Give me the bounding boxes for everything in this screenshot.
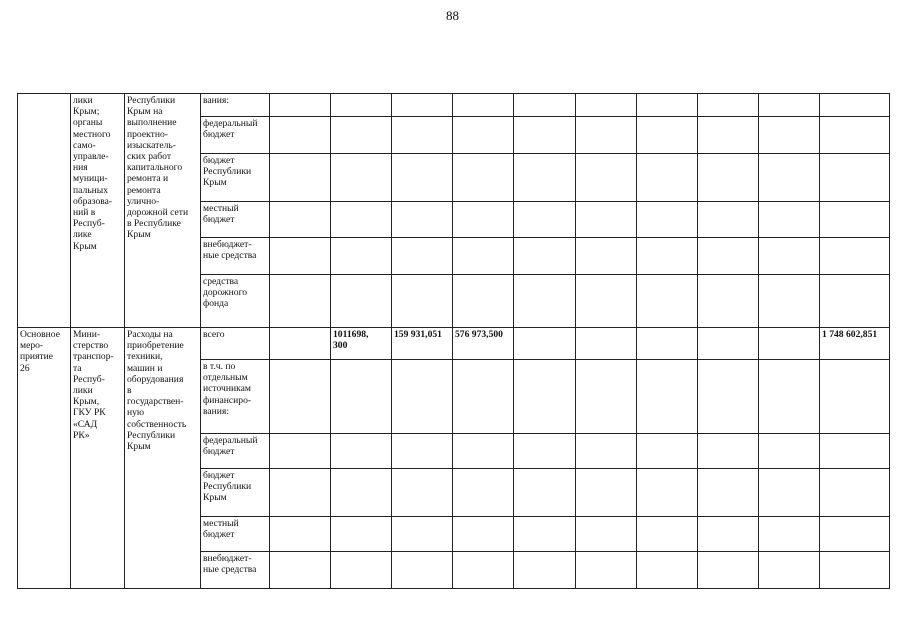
value-cell bbox=[331, 360, 392, 434]
funding-source-cell: бюджет Республики Крым bbox=[201, 469, 270, 517]
value-cell bbox=[392, 275, 453, 328]
funding-source-cell: местный бюджет bbox=[201, 517, 270, 552]
value-cell bbox=[453, 154, 514, 202]
value-cell bbox=[576, 94, 637, 117]
value-cell: 1 748 602,851 bbox=[820, 328, 890, 360]
value-cell bbox=[637, 238, 698, 275]
executor-cell: лики Крым; органы местного само- управле- ния муници- пальных образова- ний в Респуб- лике Крым bbox=[71, 94, 125, 328]
value-cell bbox=[759, 94, 820, 117]
value-cell bbox=[514, 434, 576, 469]
value-cell bbox=[270, 434, 331, 469]
value-cell bbox=[637, 517, 698, 552]
value-cell bbox=[331, 238, 392, 275]
value-cell bbox=[576, 202, 637, 238]
funding-source-cell: внебюджет- ные средства bbox=[201, 238, 270, 275]
value-cell bbox=[453, 469, 514, 517]
value-cell bbox=[514, 238, 576, 275]
value-cell bbox=[759, 552, 820, 589]
funding-source-cell: федеральный бюджет bbox=[201, 117, 270, 154]
value-cell bbox=[453, 94, 514, 117]
value-cell bbox=[637, 328, 698, 360]
description-cell: Республики Крым на выполнение проектно- изыскатель- ских работ капитального ремонта и ремонта улично- дорожной сети в Республике Крым bbox=[125, 94, 201, 328]
value-cell bbox=[392, 238, 453, 275]
value-cell bbox=[759, 517, 820, 552]
value-cell bbox=[514, 360, 576, 434]
value-cell bbox=[576, 154, 637, 202]
value-cell bbox=[453, 517, 514, 552]
funding-source-cell: местный бюджет bbox=[201, 202, 270, 238]
value-cell bbox=[698, 328, 759, 360]
value-cell bbox=[453, 552, 514, 589]
value-cell bbox=[576, 552, 637, 589]
value-cell bbox=[637, 117, 698, 154]
value-cell bbox=[820, 360, 890, 434]
value-cell bbox=[637, 202, 698, 238]
value-cell bbox=[331, 434, 392, 469]
value-cell bbox=[270, 275, 331, 328]
value-cell bbox=[820, 275, 890, 328]
value-cell bbox=[331, 94, 392, 117]
funding-source-cell: в т.ч. по отдельным источникам финансиро- вания: bbox=[201, 360, 270, 434]
value-cell bbox=[820, 94, 890, 117]
value-cell bbox=[453, 117, 514, 154]
description-cell: Расходы на приобретение техники, машин и оборудования в государствен- ную собственность Республики Крым bbox=[125, 328, 201, 589]
value-cell bbox=[759, 275, 820, 328]
value-cell bbox=[576, 328, 637, 360]
value-cell bbox=[514, 275, 576, 328]
section-cell: Основное меро- приятие 26 bbox=[18, 328, 71, 589]
value-cell bbox=[698, 517, 759, 552]
value-cell bbox=[759, 360, 820, 434]
value-cell bbox=[698, 552, 759, 589]
value-cell bbox=[759, 238, 820, 275]
value-cell bbox=[514, 328, 576, 360]
value-cell bbox=[331, 469, 392, 517]
value-cell bbox=[576, 117, 637, 154]
value-cell bbox=[698, 238, 759, 275]
value-cell bbox=[698, 469, 759, 517]
budget-table bbox=[17, 93, 890, 589]
value-cell bbox=[331, 117, 392, 154]
value-cell bbox=[820, 469, 890, 517]
value-cell bbox=[270, 94, 331, 117]
value-cell bbox=[576, 517, 637, 552]
value-cell bbox=[576, 275, 637, 328]
value-cell bbox=[392, 517, 453, 552]
value-cell bbox=[270, 238, 331, 275]
value-cell bbox=[453, 238, 514, 275]
value-cell bbox=[698, 154, 759, 202]
value-cell: 159 931,051 bbox=[392, 328, 453, 360]
value-cell bbox=[270, 469, 331, 517]
value-cell bbox=[759, 202, 820, 238]
value-cell bbox=[392, 469, 453, 517]
value-cell bbox=[637, 434, 698, 469]
value-cell bbox=[331, 275, 392, 328]
value-cell bbox=[759, 154, 820, 202]
value-cell bbox=[576, 434, 637, 469]
value-cell bbox=[331, 552, 392, 589]
value-cell bbox=[820, 238, 890, 275]
value-cell bbox=[453, 434, 514, 469]
value-cell bbox=[759, 469, 820, 517]
value-cell bbox=[514, 117, 576, 154]
value-cell bbox=[270, 517, 331, 552]
value-cell bbox=[820, 154, 890, 202]
funding-source-cell: бюджет Республики Крым bbox=[201, 154, 270, 202]
value-cell: 1011698, 300 bbox=[331, 328, 392, 360]
value-cell bbox=[698, 94, 759, 117]
value-cell bbox=[514, 517, 576, 552]
value-cell bbox=[637, 360, 698, 434]
value-cell bbox=[514, 94, 576, 117]
value-cell bbox=[270, 328, 331, 360]
value-cell bbox=[270, 552, 331, 589]
value-cell bbox=[270, 202, 331, 238]
funding-source-cell: вания: bbox=[201, 94, 270, 117]
value-cell bbox=[637, 469, 698, 517]
value-cell bbox=[392, 552, 453, 589]
value-cell bbox=[392, 94, 453, 117]
value-cell bbox=[698, 117, 759, 154]
page-number: 88 bbox=[446, 8, 459, 23]
value-cell bbox=[759, 434, 820, 469]
value-cell bbox=[759, 328, 820, 360]
value-cell bbox=[392, 360, 453, 434]
value-cell bbox=[392, 117, 453, 154]
funding-source-cell: средства дорожного фонда bbox=[201, 275, 270, 328]
value-cell bbox=[820, 117, 890, 154]
value-cell bbox=[331, 154, 392, 202]
value-cell: 576 973,500 bbox=[453, 328, 514, 360]
section-cell bbox=[18, 94, 71, 328]
value-cell bbox=[759, 117, 820, 154]
value-cell bbox=[576, 238, 637, 275]
value-cell bbox=[820, 552, 890, 589]
value-cell bbox=[270, 117, 331, 154]
table-row bbox=[18, 328, 890, 360]
value-cell bbox=[270, 360, 331, 434]
value-cell bbox=[820, 202, 890, 238]
value-cell bbox=[637, 154, 698, 202]
value-cell bbox=[514, 202, 576, 238]
funding-source-cell: федеральный бюджет bbox=[201, 434, 270, 469]
value-cell bbox=[698, 360, 759, 434]
value-cell bbox=[637, 552, 698, 589]
value-cell bbox=[453, 275, 514, 328]
value-cell bbox=[392, 154, 453, 202]
value-cell bbox=[331, 202, 392, 238]
value-cell bbox=[453, 202, 514, 238]
value-cell bbox=[698, 202, 759, 238]
value-cell bbox=[392, 434, 453, 469]
value-cell bbox=[698, 434, 759, 469]
value-cell bbox=[331, 517, 392, 552]
executor-cell: Мини- стерство транспор- та Респуб- лики Крым, ГКУ РК «САД РК» bbox=[71, 328, 125, 589]
funding-source-cell: внебюджет- ные средства bbox=[201, 552, 270, 589]
table-row bbox=[18, 94, 890, 117]
value-cell bbox=[576, 360, 637, 434]
value-cell bbox=[453, 360, 514, 434]
value-cell bbox=[514, 552, 576, 589]
value-cell bbox=[637, 94, 698, 117]
value-cell bbox=[637, 275, 698, 328]
value-cell bbox=[514, 469, 576, 517]
value-cell bbox=[576, 469, 637, 517]
value-cell bbox=[392, 202, 453, 238]
value-cell bbox=[514, 154, 576, 202]
funding-source-cell: всего bbox=[201, 328, 270, 360]
table-body bbox=[18, 94, 890, 589]
value-cell bbox=[698, 275, 759, 328]
value-cell bbox=[820, 517, 890, 552]
value-cell bbox=[820, 434, 890, 469]
value-cell bbox=[270, 154, 331, 202]
